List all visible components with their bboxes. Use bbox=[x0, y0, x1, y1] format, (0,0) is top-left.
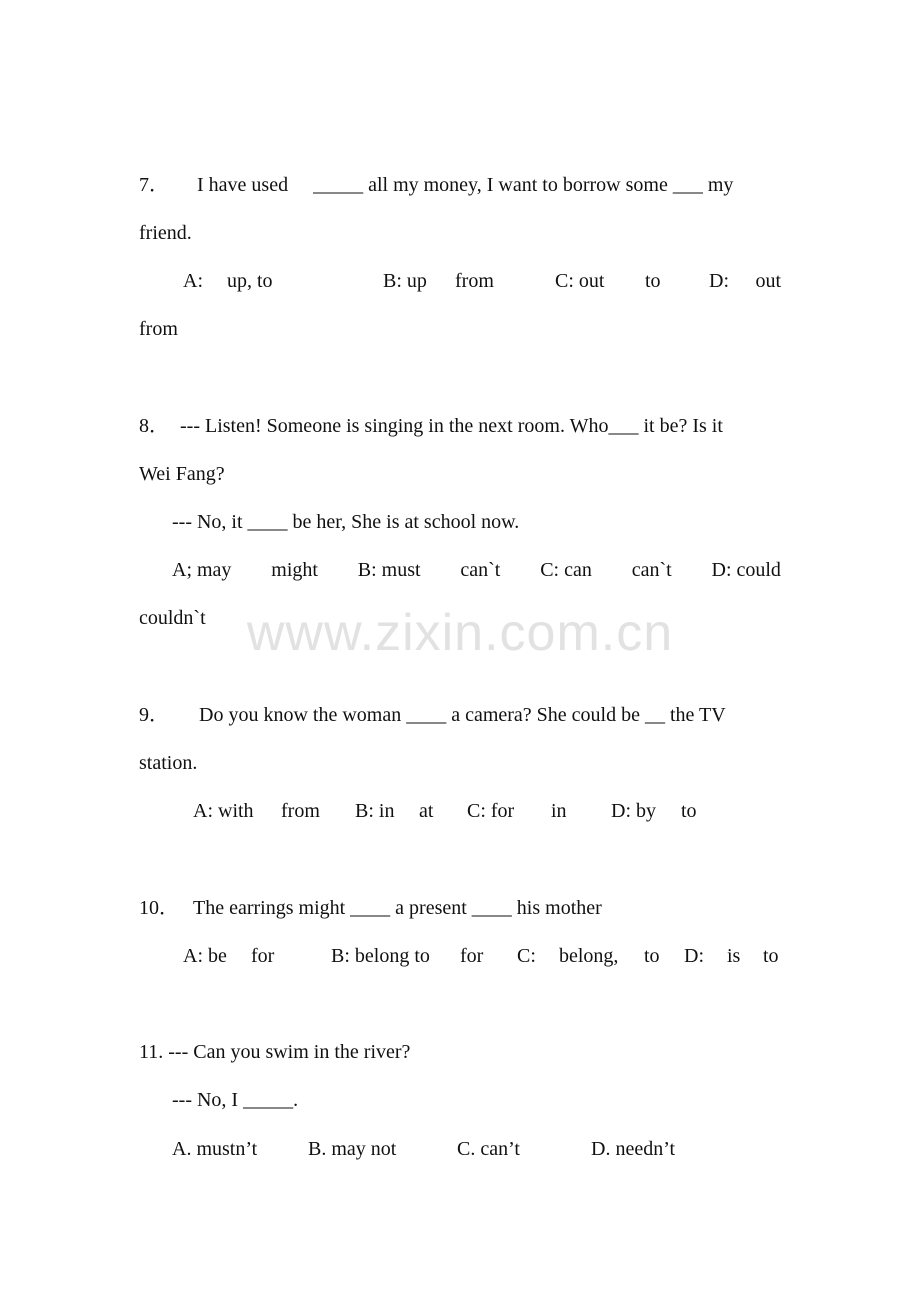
option-b-text: B: must bbox=[357, 559, 421, 581]
option-b-text: B: up bbox=[383, 270, 427, 292]
question-11-options bbox=[139, 1134, 781, 1164]
question-text: Do you know the woman ____ a camera? She could be __ the TV bbox=[199, 704, 726, 726]
option-d-text: is bbox=[727, 945, 741, 967]
question-8-options bbox=[172, 555, 781, 585]
question-8-stem-cont: Wei Fang? bbox=[139, 463, 225, 485]
question-7-options-cont: from bbox=[139, 318, 178, 340]
option-c-text: C: for bbox=[467, 800, 515, 822]
option-a-text: A: with bbox=[193, 800, 254, 822]
question-9-stem bbox=[139, 700, 781, 730]
option-a-text: A: be bbox=[183, 945, 227, 967]
option-b-text: B: in bbox=[355, 800, 395, 822]
option-d-text: out bbox=[755, 270, 781, 292]
question-8-options-cont: couldn`t bbox=[139, 607, 206, 629]
option-d-label: D: bbox=[709, 270, 729, 292]
question-9-stem-cont: station. bbox=[139, 752, 198, 774]
question-text: I have used bbox=[197, 174, 289, 196]
option-c-text: C. can’t bbox=[457, 1138, 520, 1160]
question-11-stem: 11. --- Can you swim in the river? bbox=[139, 1041, 411, 1063]
option-a-text: A. mustn’t bbox=[172, 1138, 258, 1160]
question-text: --- Listen! Someone is singing in the next room. Who___ it be? Is it bbox=[180, 415, 723, 437]
option-b-text-2: from bbox=[455, 270, 494, 292]
option-b-text: B: belong to bbox=[331, 945, 430, 967]
question-10-options bbox=[139, 941, 781, 971]
question-text: The earrings might ____ a present ____ his mother bbox=[193, 897, 602, 919]
option-c-text: C: out bbox=[555, 270, 605, 292]
option-d-text-2: to bbox=[763, 945, 779, 967]
option-b-text-2: at bbox=[419, 800, 434, 822]
question-11-reply: --- No, I _____. bbox=[172, 1089, 299, 1111]
option-c-text: belong, bbox=[559, 945, 619, 967]
option-a-text-2: from bbox=[281, 800, 320, 822]
option-a-label: A: bbox=[183, 270, 203, 292]
option-b-text: B. may not bbox=[308, 1138, 397, 1160]
question-10-stem bbox=[139, 893, 781, 923]
option-a-text: up, to bbox=[227, 270, 273, 292]
option-a-text-2: might bbox=[271, 559, 318, 581]
question-7-options bbox=[139, 266, 781, 296]
question-number: 10． bbox=[139, 897, 179, 919]
option-c-text-2: in bbox=[551, 800, 567, 822]
option-c-text: C: can bbox=[540, 559, 592, 581]
option-b-text-2: for bbox=[460, 945, 484, 967]
question-9-options bbox=[139, 796, 781, 826]
watermark: www.zixin.com.cn bbox=[246, 604, 674, 662]
question-8-reply: --- No, it ____ be her, She is at school now. bbox=[172, 511, 520, 533]
question-number: 7． bbox=[139, 174, 169, 196]
question-8-stem bbox=[139, 411, 781, 441]
option-d-label: D: bbox=[684, 945, 704, 967]
option-d-text: D. needn’t bbox=[591, 1138, 676, 1160]
question-7-stem bbox=[139, 170, 781, 200]
option-b-text-2: can`t bbox=[460, 559, 501, 581]
option-c-text-2: to bbox=[644, 945, 660, 967]
option-a-text-2: for bbox=[251, 945, 275, 967]
option-c-text-2: can`t bbox=[631, 559, 672, 581]
question-number: 8． bbox=[139, 415, 169, 437]
option-d-text: D: could bbox=[711, 559, 781, 581]
option-d-text: D: by bbox=[611, 800, 656, 822]
option-a-text: A; may bbox=[172, 559, 232, 581]
option-c-text-2: to bbox=[645, 270, 661, 292]
question-text: _____ all my money, I want to borrow some ___ my bbox=[313, 174, 734, 196]
question-number: 9． bbox=[139, 704, 169, 726]
question-7-stem-cont: friend. bbox=[139, 222, 192, 244]
option-c-label: C: bbox=[517, 945, 536, 967]
option-d-text-2: to bbox=[681, 800, 697, 822]
